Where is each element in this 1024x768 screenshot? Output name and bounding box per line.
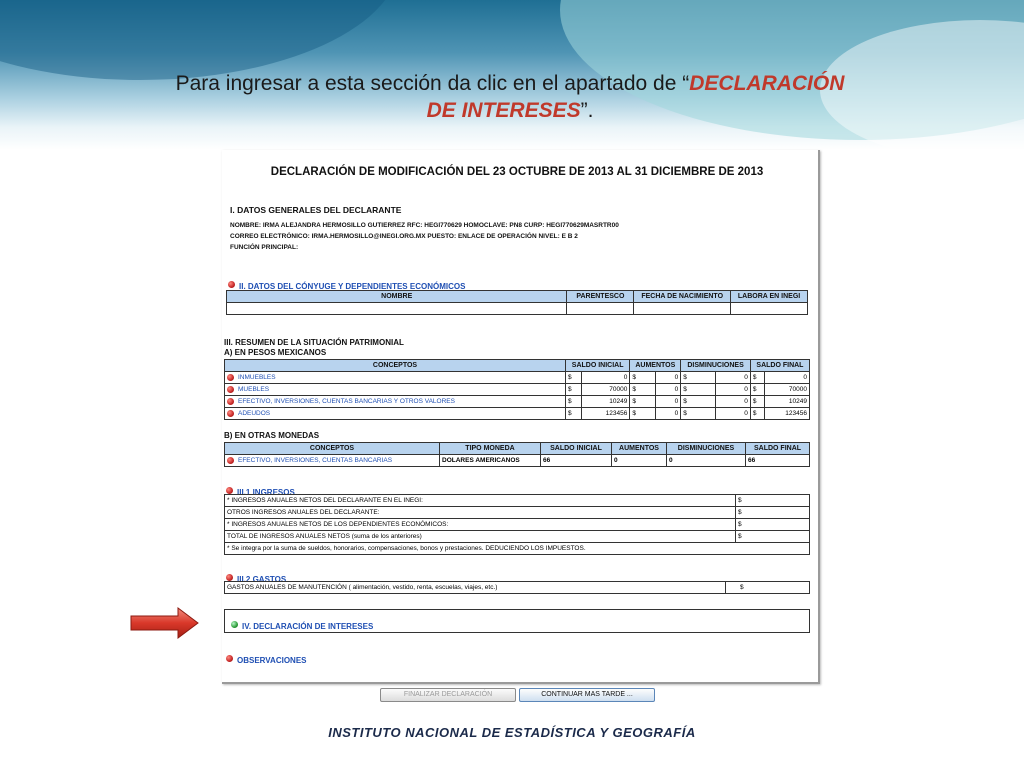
red-bullet-icon (228, 281, 235, 288)
section-heading: I. DATOS GENERALES DEL DECLARANTE (230, 205, 402, 215)
column-header: FECHA DE NACIMIENTO (634, 291, 731, 303)
gasto-label: GASTOS ANUALES DE MANUTENCIÓN ( alimentación, vestido, renta, escuelas, viajes, etc.) (225, 582, 726, 594)
ingreso-label: * INGRESOS ANUALES NETOS DEL DECLARANTE EN EL INEGI: (225, 495, 736, 507)
table-row[interactable] (225, 408, 810, 420)
disminuciones: 0 (716, 384, 751, 396)
section-link-intereses[interactable] (224, 609, 810, 633)
pointer-arrow-icon (130, 607, 200, 639)
declarant-line: FUNCIÓN PRINCIPAL: (230, 244, 299, 251)
currency-sign: $ (566, 384, 582, 396)
red-bullet-icon (227, 386, 234, 393)
concept-link[interactable]: EFECTIVO, INVERSIONES, CUENTAS BANCARIAS (238, 457, 393, 465)
saldo-final: 0 (765, 372, 810, 384)
currency-sign: $ (750, 372, 764, 384)
section-heading: III. RESUMEN DE LA SITUACIÓN PATRIMONIAL (224, 338, 404, 347)
column-header: TIPO MONEDA (440, 443, 541, 455)
currency-sign: $ (750, 384, 764, 396)
column-header: SALDO INICIAL (566, 360, 630, 372)
column-header: SALDO FINAL (750, 360, 809, 372)
gasto-value[interactable]: $ (726, 582, 810, 594)
patrimonio-pesos-table (224, 359, 810, 420)
column-header: DISMINUCIONES (681, 360, 751, 372)
saldo-inicial: 123456 (581, 408, 630, 420)
column-header: CONCEPTOS (225, 360, 566, 372)
table-row (225, 543, 810, 555)
red-bullet-icon (227, 374, 234, 381)
patrimonio-otras-monedas-table (224, 442, 810, 467)
column-header: CONCEPTOS (225, 443, 440, 455)
aumentos: 0 (612, 455, 667, 467)
finalizar-declaracion-button[interactable]: FINALIZAR DECLARACIÓN (380, 688, 516, 702)
continuar-mas-tarde-button[interactable]: CONTINUAR MAS TARDE ... (519, 688, 655, 702)
aumentos: 0 (655, 372, 680, 384)
column-header: PARENTESCO (567, 291, 634, 303)
ingreso-label: * INGRESOS ANUALES NETOS DE LOS DEPENDIENTES ECONÓMICOS: (225, 519, 736, 531)
currency-sign: $ (630, 408, 655, 420)
red-bullet-icon (226, 655, 233, 662)
aumentos: 0 (655, 396, 680, 408)
ingreso-value[interactable]: $ (736, 507, 810, 519)
instruction-text: Para ingresar a esta sección da clic en el apartado de “ (175, 72, 690, 95)
column-header: SALDO FINAL (746, 443, 810, 455)
saldo-inicial: 66 (541, 455, 612, 467)
red-bullet-icon (227, 410, 234, 417)
section-link-label: III.2 GASTOS (237, 575, 287, 584)
table-row[interactable] (225, 372, 810, 384)
section-link-label: IV. DECLARACIÓN DE INTERESES (242, 622, 374, 631)
green-bullet-icon (231, 621, 238, 628)
slide-instruction (60, 70, 960, 124)
section-link-label: III.1 INGRESOS (237, 488, 295, 497)
saldo-final: 10249 (765, 396, 810, 408)
concept-link[interactable]: INMUEBLES (238, 374, 276, 382)
ingreso-value[interactable]: $ (736, 519, 810, 531)
aumentos: 0 (655, 408, 680, 420)
saldo-final: 66 (746, 455, 810, 467)
table-row (225, 495, 810, 507)
section-link-label: OBSERVACIONES (237, 656, 307, 665)
saldo-inicial: 0 (581, 372, 630, 384)
currency-sign: $ (566, 408, 582, 420)
table-row[interactable] (225, 455, 810, 467)
concept-link[interactable]: ADEUDOS (238, 410, 271, 418)
red-bullet-icon (227, 398, 234, 405)
column-header: NOMBRE (227, 291, 567, 303)
currency-sign: $ (681, 408, 716, 420)
table-row (225, 519, 810, 531)
gastos-table (224, 581, 810, 594)
saldo-final: 123456 (765, 408, 810, 420)
declarant-info (230, 220, 619, 253)
table-row[interactable] (225, 384, 810, 396)
ingresos-table (224, 494, 810, 555)
column-header: DISMINUCIONES (667, 443, 746, 455)
disminuciones: 0 (667, 455, 746, 467)
concept-link[interactable]: MUEBLES (238, 386, 270, 394)
subsection-heading: A) EN PESOS MEXICANOS (224, 348, 327, 357)
section-link-observaciones[interactable] (226, 650, 307, 668)
page-title: DECLARACIÓN DE MODIFICACIÓN DEL 23 OCTUBRE DE 2013 AL 31 DICIEMBRE DE 2013 (270, 166, 764, 178)
instruction-highlight: DECLARACIÓN (689, 72, 845, 95)
disminuciones: 0 (716, 408, 751, 420)
table-row (225, 507, 810, 519)
instruction-highlight: DE INTERESES (426, 99, 581, 122)
table-row (227, 303, 808, 315)
ingreso-value[interactable]: $ (736, 531, 810, 543)
currency-sign: $ (681, 384, 716, 396)
disminuciones: 0 (716, 372, 751, 384)
ingreso-value[interactable]: $ (736, 495, 810, 507)
column-header: SALDO INICIAL (541, 443, 612, 455)
currency-sign: $ (750, 396, 764, 408)
saldo-inicial: 10249 (581, 396, 630, 408)
tipo-moneda: DOLARES AMERICANOS (440, 455, 541, 467)
currency-sign: $ (630, 372, 655, 384)
currency-sign: $ (630, 384, 655, 396)
currency-sign: $ (566, 372, 582, 384)
declarant-line: NOMBRE: IRMA ALEJANDRA HERMOSILLO GUTIERREZ RFC: HEGI770629 HOMOCLAVE: PN8 CURP: HEGI770629MASRTR00 (230, 222, 619, 229)
saldo-inicial: 70000 (581, 384, 630, 396)
ingresos-note: * Se integra por la suma de sueldos, honorarios, compensaciones, bonos y prestaciones. DEDUCIENDO LOS IMPUESTOS. (225, 543, 810, 555)
column-header: LABORA EN INEGI (731, 291, 808, 303)
dependents-table (226, 290, 808, 315)
table-row (225, 531, 810, 543)
red-bullet-icon (227, 457, 234, 464)
instruction-text: ”. (580, 99, 594, 122)
section-link-label: II. DATOS DEL CÓNYUGE Y DEPENDIENTES ECONÓMICOS (239, 282, 466, 291)
saldo-final: 70000 (765, 384, 810, 396)
table-row[interactable] (225, 396, 810, 408)
currency-sign: $ (681, 396, 716, 408)
concept-link[interactable]: EFECTIVO, INVERSIONES, CUENTAS BANCARIAS Y OTROS VALORES (238, 398, 455, 406)
currency-sign: $ (750, 408, 764, 420)
institution-footer: INSTITUTO NACIONAL DE ESTADÍSTICA Y GEOGRAFÍA (328, 725, 696, 740)
column-header: AUMENTOS (612, 443, 667, 455)
ingreso-label: OTROS INGRESOS ANUALES DEL DECLARANTE: (225, 507, 736, 519)
table-row (225, 582, 810, 594)
declaration-screenshot (222, 150, 820, 684)
ingreso-label: TOTAL DE INGRESOS ANUALES NETOS (suma de los anteriores) (225, 531, 736, 543)
column-header: AUMENTOS (630, 360, 681, 372)
subsection-heading: B) EN OTRAS MONEDAS (224, 431, 320, 440)
declarant-line: CORREO ELECTRÓNICO: IRMA.HERMOSILLO@INEGI.ORG.MX PUESTO: ENLACE DE OPERACIÓN NIVEL: E B 2 (230, 233, 578, 240)
aumentos: 0 (655, 384, 680, 396)
disminuciones: 0 (716, 396, 751, 408)
currency-sign: $ (630, 396, 655, 408)
currency-sign: $ (681, 372, 716, 384)
currency-sign: $ (566, 396, 582, 408)
